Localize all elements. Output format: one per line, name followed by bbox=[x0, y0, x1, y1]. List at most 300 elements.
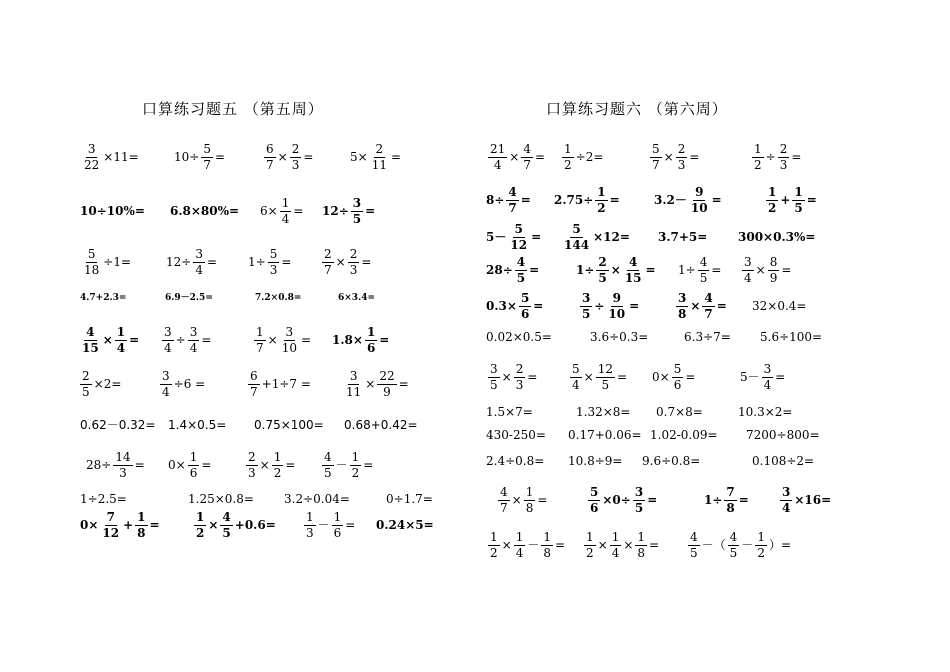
problem-right-6-1 bbox=[486, 327, 552, 347]
denominator: 2 bbox=[273, 465, 282, 480]
problem-left-9-1 bbox=[80, 489, 127, 509]
expression-text: = bbox=[647, 493, 658, 507]
problem-left-9-2 bbox=[188, 489, 254, 509]
fraction bbox=[519, 292, 531, 320]
fraction bbox=[515, 256, 527, 284]
fraction bbox=[755, 531, 767, 559]
denominator: 11 bbox=[371, 157, 387, 172]
expression-text: 0.02×0.5= bbox=[486, 330, 552, 344]
denominator: 4 bbox=[763, 377, 772, 392]
fraction bbox=[488, 363, 500, 391]
numerator: 4 bbox=[516, 254, 526, 269]
denominator: 22 bbox=[84, 157, 100, 172]
fraction bbox=[188, 451, 200, 479]
denominator: 18 bbox=[84, 262, 100, 277]
expression-text: 1.4×0.5= bbox=[168, 418, 227, 432]
expression-text: × bbox=[259, 458, 270, 472]
numerator: 8 bbox=[769, 254, 778, 269]
fraction bbox=[322, 451, 334, 479]
problem-right-5-3 bbox=[674, 290, 727, 321]
problem-right-2-2 bbox=[554, 184, 620, 215]
expression-text: = bbox=[629, 299, 640, 313]
problem-left-2-3 bbox=[260, 195, 304, 226]
expression-text: 8÷ bbox=[486, 193, 505, 207]
expression-text: = bbox=[781, 263, 792, 277]
expression-text: 0.68+0.42= bbox=[344, 418, 418, 432]
expression-text: 9.6÷0.8= bbox=[642, 454, 701, 468]
denominator: 6 bbox=[366, 340, 376, 355]
numerator: 1 bbox=[754, 141, 762, 156]
fraction bbox=[588, 486, 600, 514]
problem-right-1-4 bbox=[750, 141, 802, 172]
numerator: 4 bbox=[699, 254, 708, 269]
numerator: 2 bbox=[779, 141, 788, 156]
fraction bbox=[698, 256, 710, 284]
problem-left-1-1 bbox=[80, 141, 139, 172]
numerator: 3 bbox=[634, 484, 644, 499]
problem-left-9-3 bbox=[284, 489, 350, 509]
denominator: 15 bbox=[82, 340, 99, 355]
denominator: 144 bbox=[564, 237, 590, 252]
numerator: 1 bbox=[597, 184, 606, 199]
denominator: 8 bbox=[637, 545, 646, 560]
numerator: 1 bbox=[515, 529, 524, 544]
expression-text: = bbox=[281, 255, 292, 269]
expression-text: 1÷ bbox=[678, 263, 696, 277]
problem-left-3-2 bbox=[166, 246, 218, 277]
numerator: 1 bbox=[281, 195, 290, 210]
numerator: 3 bbox=[189, 324, 198, 339]
expression-text: 10.8÷9= bbox=[568, 454, 623, 468]
numerator: 4 bbox=[690, 529, 698, 544]
numerator: 2 bbox=[375, 141, 384, 156]
expression-text: = bbox=[129, 333, 140, 347]
expression-text: 0× bbox=[652, 370, 670, 384]
fraction bbox=[280, 326, 299, 354]
expression-text: ÷ bbox=[594, 299, 605, 313]
fraction bbox=[348, 248, 360, 276]
denominator: 5 bbox=[729, 545, 738, 560]
numerator: 2 bbox=[324, 246, 332, 261]
problem-left-2-2 bbox=[170, 201, 239, 221]
expression-text: ×16= bbox=[794, 493, 832, 507]
denominator: 5 bbox=[324, 465, 332, 480]
numerator: 3 bbox=[582, 290, 591, 305]
fraction bbox=[188, 326, 200, 354]
numerator: 3 bbox=[678, 290, 687, 305]
expression-text: = bbox=[534, 150, 546, 164]
expression-text: = bbox=[520, 193, 531, 207]
problem-right-7-2 bbox=[568, 361, 628, 392]
expression-text: 7.2×0.8= bbox=[255, 292, 302, 303]
problem-right-1-3 bbox=[648, 141, 700, 172]
problem-right-7-4 bbox=[740, 361, 786, 392]
expression-text: +0.6= bbox=[234, 518, 276, 532]
expression-text: = bbox=[529, 263, 540, 277]
expression-text: 7200÷800= bbox=[746, 428, 820, 442]
problem-right-4-3 bbox=[678, 254, 722, 285]
expression-text: = bbox=[300, 333, 312, 347]
numerator: 7 bbox=[726, 484, 735, 499]
fraction bbox=[762, 363, 774, 391]
fraction bbox=[766, 186, 778, 214]
denominator: 7 bbox=[203, 157, 211, 172]
expression-text: = bbox=[285, 458, 296, 472]
denominator: 6 bbox=[673, 377, 682, 392]
numerator: 4 bbox=[629, 254, 638, 269]
numerator: 5 bbox=[87, 246, 96, 261]
denominator: 6 bbox=[590, 500, 599, 515]
numerator: 1 bbox=[586, 529, 594, 544]
expression-text: ÷ bbox=[175, 333, 186, 347]
fraction bbox=[248, 370, 260, 398]
fraction bbox=[562, 143, 574, 171]
numerator: 1 bbox=[137, 509, 146, 524]
denominator: 7 bbox=[256, 340, 264, 355]
problem-left-5-3 bbox=[252, 324, 312, 355]
problem-right-11-4 bbox=[778, 484, 832, 515]
denominator: 2 bbox=[757, 545, 765, 560]
problem-right-10-4 bbox=[752, 451, 814, 471]
expression-text: × bbox=[267, 333, 278, 347]
expression-text: = bbox=[711, 193, 722, 207]
expression-text: 1÷2.5= bbox=[80, 492, 127, 506]
expression-text: × bbox=[597, 538, 608, 552]
fraction bbox=[115, 326, 127, 354]
numerator: 4 bbox=[222, 509, 231, 524]
problem-right-8-1 bbox=[486, 402, 533, 422]
fraction bbox=[521, 143, 533, 171]
fraction bbox=[562, 223, 591, 251]
numerator: 3 bbox=[352, 195, 362, 210]
denominator: 3 bbox=[677, 157, 686, 172]
problem-right-4-4 bbox=[740, 254, 792, 285]
numerator: 1 bbox=[196, 509, 205, 524]
expression-text: 3.2÷0.04= bbox=[284, 492, 350, 506]
expression-text: 3.6÷0.3= bbox=[590, 330, 649, 344]
numerator: 3 bbox=[782, 484, 791, 499]
expression-text: 3.2－ bbox=[654, 193, 687, 207]
expression-text: × bbox=[335, 255, 346, 269]
denominator: 7 bbox=[266, 157, 274, 172]
fraction bbox=[623, 256, 644, 284]
denominator: 4 bbox=[162, 384, 170, 399]
expression-text: = bbox=[201, 333, 212, 347]
fraction bbox=[80, 370, 92, 398]
problem-left-6-1 bbox=[78, 368, 122, 399]
problem-left-3-4 bbox=[320, 246, 372, 277]
problem-right-10-3 bbox=[642, 451, 700, 471]
problem-right-4-1 bbox=[486, 254, 540, 285]
problem-left-10-2 bbox=[192, 509, 276, 540]
denominator: 4 bbox=[515, 545, 524, 560]
denominator: 4 bbox=[493, 157, 502, 172]
expression-text: = bbox=[775, 370, 786, 384]
expression-text: 0.24×5= bbox=[376, 518, 434, 532]
denominator: 7 bbox=[523, 157, 531, 172]
numerator: 5 bbox=[590, 484, 599, 499]
expression-text: = bbox=[379, 333, 390, 347]
denominator: 5 bbox=[352, 211, 362, 226]
problem-left-2-4 bbox=[322, 195, 376, 226]
fraction bbox=[508, 223, 529, 251]
expression-text: 28÷ bbox=[86, 458, 112, 472]
fraction bbox=[728, 531, 740, 559]
fraction bbox=[724, 486, 736, 514]
expression-text: 6×3.4= bbox=[338, 292, 376, 303]
expression-text: ×12= bbox=[593, 230, 630, 244]
expression-text: = bbox=[361, 255, 372, 269]
numerator: 1 bbox=[256, 324, 264, 339]
expression-text: = bbox=[206, 255, 218, 269]
denominator: 12 bbox=[510, 237, 528, 252]
problem-right-9-4 bbox=[746, 425, 820, 445]
problem-left-3-3 bbox=[248, 246, 292, 277]
fraction bbox=[246, 451, 258, 479]
expression-text: × bbox=[663, 150, 674, 164]
fraction bbox=[541, 531, 553, 559]
expression-text: = bbox=[149, 518, 160, 532]
fraction bbox=[488, 143, 507, 171]
expression-text: 0.62－0.32= bbox=[80, 418, 156, 432]
problem-right-12-3 bbox=[686, 529, 792, 560]
problem-right-3-2 bbox=[560, 221, 630, 252]
worksheet-title-right: 口算练习题六 （第六周） bbox=[546, 100, 728, 118]
denominator: 2 bbox=[564, 157, 572, 172]
expression-text: = bbox=[398, 377, 409, 391]
fraction bbox=[194, 511, 206, 539]
expression-text: × bbox=[501, 370, 512, 384]
problem-left-7-4 bbox=[344, 415, 418, 435]
fraction bbox=[610, 531, 622, 559]
fraction bbox=[702, 292, 714, 320]
fraction bbox=[135, 511, 147, 539]
expression-text: = bbox=[303, 150, 314, 164]
denominator: 3 bbox=[306, 525, 314, 540]
expression-text: ）= bbox=[768, 538, 792, 552]
problem-right-5-2 bbox=[578, 290, 640, 321]
expression-text: 12÷ bbox=[166, 255, 192, 269]
expression-text: = bbox=[533, 299, 544, 313]
numerator: 3 bbox=[285, 324, 294, 339]
problem-left-7-3 bbox=[254, 415, 324, 435]
denominator: 10 bbox=[608, 306, 626, 321]
worksheet-title-left: 口算练习题五 （第五周） bbox=[142, 100, 324, 118]
fraction bbox=[672, 363, 684, 391]
denominator: 3 bbox=[779, 157, 788, 172]
fraction bbox=[344, 370, 363, 398]
expression-text: 10÷ bbox=[174, 150, 200, 164]
expression-text: ×0÷ bbox=[602, 493, 631, 507]
problem-right-3-3 bbox=[658, 227, 707, 247]
expression-text: 1÷ bbox=[248, 255, 266, 269]
numerator: 7 bbox=[106, 509, 115, 524]
problem-left-8-1 bbox=[86, 449, 145, 480]
numerator: 3 bbox=[87, 141, 96, 156]
fraction bbox=[688, 531, 700, 559]
denominator: 5 bbox=[699, 270, 708, 285]
numerator: 1 bbox=[768, 184, 777, 199]
denominator: 7 bbox=[250, 384, 258, 399]
numerator: 5 bbox=[652, 141, 660, 156]
problem-left-8-4 bbox=[320, 449, 374, 480]
problem-left-6-4 bbox=[342, 368, 409, 399]
fraction bbox=[82, 143, 101, 171]
fraction bbox=[254, 326, 266, 354]
expression-text: × bbox=[623, 538, 634, 552]
problem-left-1-3 bbox=[262, 141, 314, 172]
denominator: 3 bbox=[119, 465, 127, 480]
problem-left-5-2 bbox=[160, 324, 212, 355]
expression-text: = bbox=[806, 193, 817, 207]
numerator: 3 bbox=[195, 246, 203, 261]
numerator: 2 bbox=[598, 254, 607, 269]
fraction bbox=[584, 531, 596, 559]
expression-text: 1.8× bbox=[332, 333, 363, 347]
expression-text: 3.7+5= bbox=[658, 230, 708, 244]
problem-left-1-4 bbox=[350, 141, 402, 172]
expression-text: 0.3× bbox=[486, 299, 517, 313]
denominator: 8 bbox=[137, 525, 146, 540]
problem-right-9-2 bbox=[568, 425, 642, 445]
numerator: 4 bbox=[324, 449, 332, 464]
numerator: 4 bbox=[508, 184, 517, 199]
fraction bbox=[350, 451, 362, 479]
denominator: 2 bbox=[754, 157, 762, 172]
numerator: 6 bbox=[250, 368, 258, 383]
numerator: 2 bbox=[82, 368, 90, 383]
expression-text: = bbox=[609, 193, 620, 207]
fraction bbox=[272, 451, 284, 479]
fraction bbox=[332, 511, 344, 539]
fraction bbox=[322, 248, 334, 276]
numerator: 3 bbox=[162, 368, 170, 383]
denominator: 8 bbox=[543, 545, 551, 560]
numerator: 1 bbox=[273, 449, 282, 464]
expression-text: － bbox=[741, 538, 754, 552]
problem-right-10-2 bbox=[568, 451, 622, 471]
denominator: 5 bbox=[582, 306, 591, 321]
expression-text: × bbox=[277, 150, 288, 164]
problem-left-10-4 bbox=[376, 515, 434, 535]
denominator: 2 bbox=[196, 525, 205, 540]
numerator: 3 bbox=[490, 361, 498, 376]
fraction bbox=[676, 292, 688, 320]
denominator: 2 bbox=[351, 465, 360, 480]
numerator: 1 bbox=[525, 484, 534, 499]
denominator: 7 bbox=[652, 157, 660, 172]
problem-left-9-4 bbox=[386, 489, 433, 509]
problem-right-1-1 bbox=[486, 141, 546, 172]
expression-text: － bbox=[317, 518, 330, 532]
expression-text: 300×0.3%= bbox=[738, 230, 816, 244]
expression-text: 12÷ bbox=[322, 204, 349, 218]
expression-text: = bbox=[616, 370, 628, 384]
fraction bbox=[351, 197, 363, 225]
numerator: 5 bbox=[203, 141, 211, 156]
numerator: 14 bbox=[115, 449, 131, 464]
expression-text: + bbox=[780, 193, 791, 207]
numerator: 5 bbox=[673, 361, 682, 376]
fraction bbox=[377, 370, 396, 398]
denominator: 5 bbox=[490, 377, 498, 392]
fraction bbox=[635, 531, 647, 559]
numerator: 1 bbox=[611, 529, 620, 544]
numerator: 5 bbox=[572, 361, 580, 376]
expression-text: = bbox=[201, 458, 212, 472]
fraction bbox=[752, 143, 764, 171]
denominator: 5 bbox=[601, 377, 610, 392]
numerator: 3 bbox=[763, 361, 772, 376]
fraction bbox=[606, 292, 627, 320]
problem-left-6-3 bbox=[246, 368, 311, 399]
numerator: 5 bbox=[269, 246, 278, 261]
expression-text: = bbox=[527, 370, 538, 384]
expression-text: 5× bbox=[350, 150, 368, 164]
expression-text: －（ bbox=[701, 538, 726, 552]
problem-right-11-1 bbox=[496, 484, 548, 515]
expression-text: × bbox=[610, 263, 621, 277]
fraction bbox=[689, 186, 710, 214]
problem-right-6-2 bbox=[590, 327, 648, 347]
denominator: 4 bbox=[782, 500, 791, 515]
problem-right-2-4 bbox=[764, 184, 817, 215]
fraction bbox=[290, 143, 302, 171]
expression-text: 1.32×8= bbox=[576, 405, 631, 419]
numerator: 2 bbox=[291, 141, 300, 156]
fraction bbox=[524, 486, 536, 514]
numerator: 1 bbox=[543, 529, 551, 544]
problem-left-8-3 bbox=[244, 449, 296, 480]
expression-text: × bbox=[583, 370, 594, 384]
denominator: 12 bbox=[102, 525, 120, 540]
expression-text: 32×0.4= bbox=[752, 299, 807, 313]
numerator: 2 bbox=[248, 449, 256, 464]
expression-text: = bbox=[537, 493, 548, 507]
expression-text: ÷ bbox=[765, 150, 776, 164]
expression-text: = bbox=[689, 150, 700, 164]
denominator: 4 bbox=[189, 340, 198, 355]
denominator: 3 bbox=[349, 262, 358, 277]
problem-right-7-1 bbox=[486, 361, 538, 392]
expression-text: = bbox=[738, 493, 749, 507]
fraction bbox=[633, 486, 645, 514]
numerator: 1 bbox=[757, 529, 765, 544]
problem-right-12-2 bbox=[582, 529, 660, 560]
denominator: 2 bbox=[768, 200, 777, 215]
expression-text: 1÷ bbox=[576, 263, 595, 277]
problem-right-9-1 bbox=[486, 425, 546, 445]
denominator: 2 bbox=[586, 545, 594, 560]
fraction bbox=[193, 248, 205, 276]
fraction bbox=[742, 256, 754, 284]
expression-text: 6.3÷7= bbox=[684, 330, 731, 344]
fraction bbox=[280, 197, 292, 225]
denominator: 3 bbox=[291, 157, 300, 172]
fraction bbox=[80, 326, 101, 354]
numerator: 4 bbox=[500, 484, 508, 499]
denominator: 4 bbox=[744, 270, 752, 285]
fraction bbox=[778, 143, 790, 171]
problem-right-2-3 bbox=[654, 184, 722, 215]
expression-text: 0× bbox=[80, 518, 99, 532]
expression-text: = bbox=[390, 150, 402, 164]
numerator: 6 bbox=[266, 141, 274, 156]
problem-left-1-2 bbox=[174, 141, 226, 172]
numerator: 1 bbox=[189, 449, 198, 464]
expression-text: 28÷ bbox=[486, 263, 513, 277]
expression-text: = bbox=[293, 204, 304, 218]
